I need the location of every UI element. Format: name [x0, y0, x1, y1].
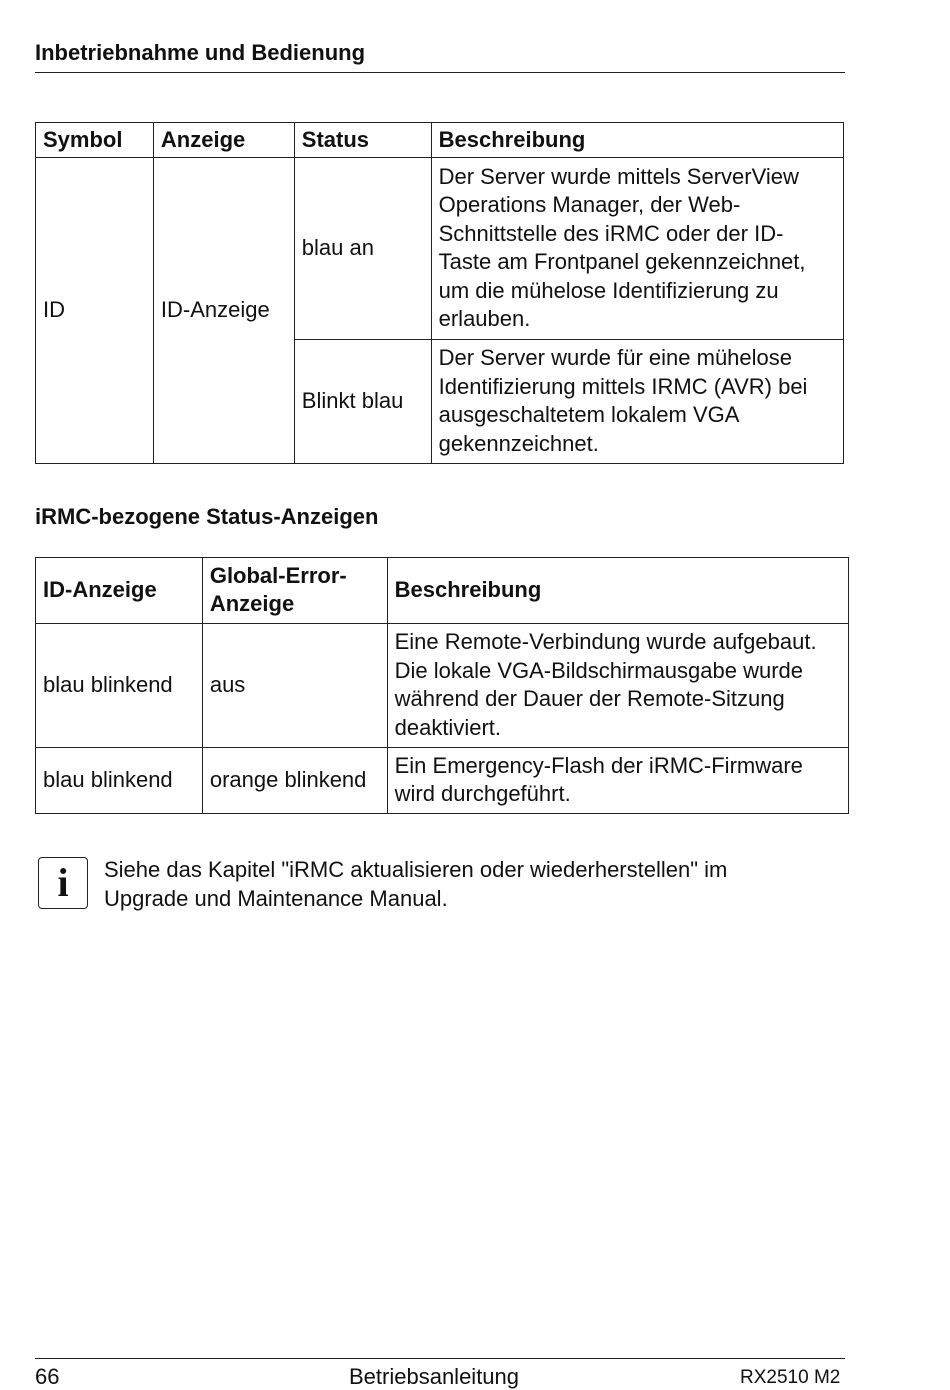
description-cell: Der Server wurde für eine mühelose Identifizierung mittels IRMC (AVR) bei ausgeschaltetem lokalem VGA gekennzeichnet.	[431, 340, 843, 464]
irmc-status-table	[35, 557, 849, 814]
column-header-id-anzeige: ID-Anzeige	[36, 558, 203, 624]
footer-document-title: Betriebsanleitung	[349, 1364, 520, 1389]
column-header-beschreibung: Beschreibung	[431, 123, 843, 158]
column-header-beschreibung: Beschreibung	[387, 558, 848, 624]
symbol-cell: ID	[36, 158, 154, 464]
status-cell: Blinkt blau	[294, 340, 431, 464]
table-row	[36, 158, 844, 340]
column-header-symbol: Symbol	[36, 123, 154, 158]
global-error-cell: orange blinkend	[202, 748, 387, 814]
anzeige-cell: ID-Anzeige	[153, 158, 294, 464]
table-header-row	[36, 558, 849, 624]
description-cell: Ein Emergency-Flash der iRMC-Firmware wird durchgeführt.	[387, 748, 848, 814]
table-row	[36, 624, 849, 748]
table-header-row	[36, 123, 844, 158]
id-anzeige-cell: blau blinkend	[36, 748, 203, 814]
footer-rule	[35, 1358, 845, 1359]
description-cell: Eine Remote-Verbindung wurde aufgebaut. Die lokale VGA-Bildschirmausgabe wurde während der Dauer der Remote-Sitzung deaktiviert.	[387, 624, 848, 748]
info-note-text: Siehe das Kapitel "iRMC aktualisieren oder wiederherstellen" im Upgrade und Maintenance Manual.	[104, 857, 728, 911]
footer-model-name: RX2510 M2	[740, 1367, 841, 1388]
section-heading: iRMC-bezogene Status-Anzeigen	[35, 504, 379, 529]
global-error-cell: aus	[202, 624, 387, 748]
description-cell: Der Server wurde mittels ServerView Operations Manager, der Web- Schnittstelle des iRMC oder der ID- Taste am Frontpanel gekennzeichnet, um die mühelose Identifizierung zu erlauben.	[431, 158, 843, 340]
page-header-title: Inbetriebnahme und Bedienung	[35, 40, 366, 65]
column-header-global-error: Global-Error- Anzeige	[202, 558, 387, 624]
id-indicator-table	[35, 122, 844, 464]
table-row	[36, 748, 849, 814]
column-header-anzeige: Anzeige	[153, 123, 294, 158]
status-cell: blau an	[294, 158, 431, 340]
page-number: 66	[35, 1364, 60, 1389]
column-header-status: Status	[294, 123, 431, 158]
info-icon: i	[38, 857, 88, 909]
header-rule	[35, 72, 845, 73]
id-anzeige-cell: blau blinkend	[36, 624, 203, 748]
